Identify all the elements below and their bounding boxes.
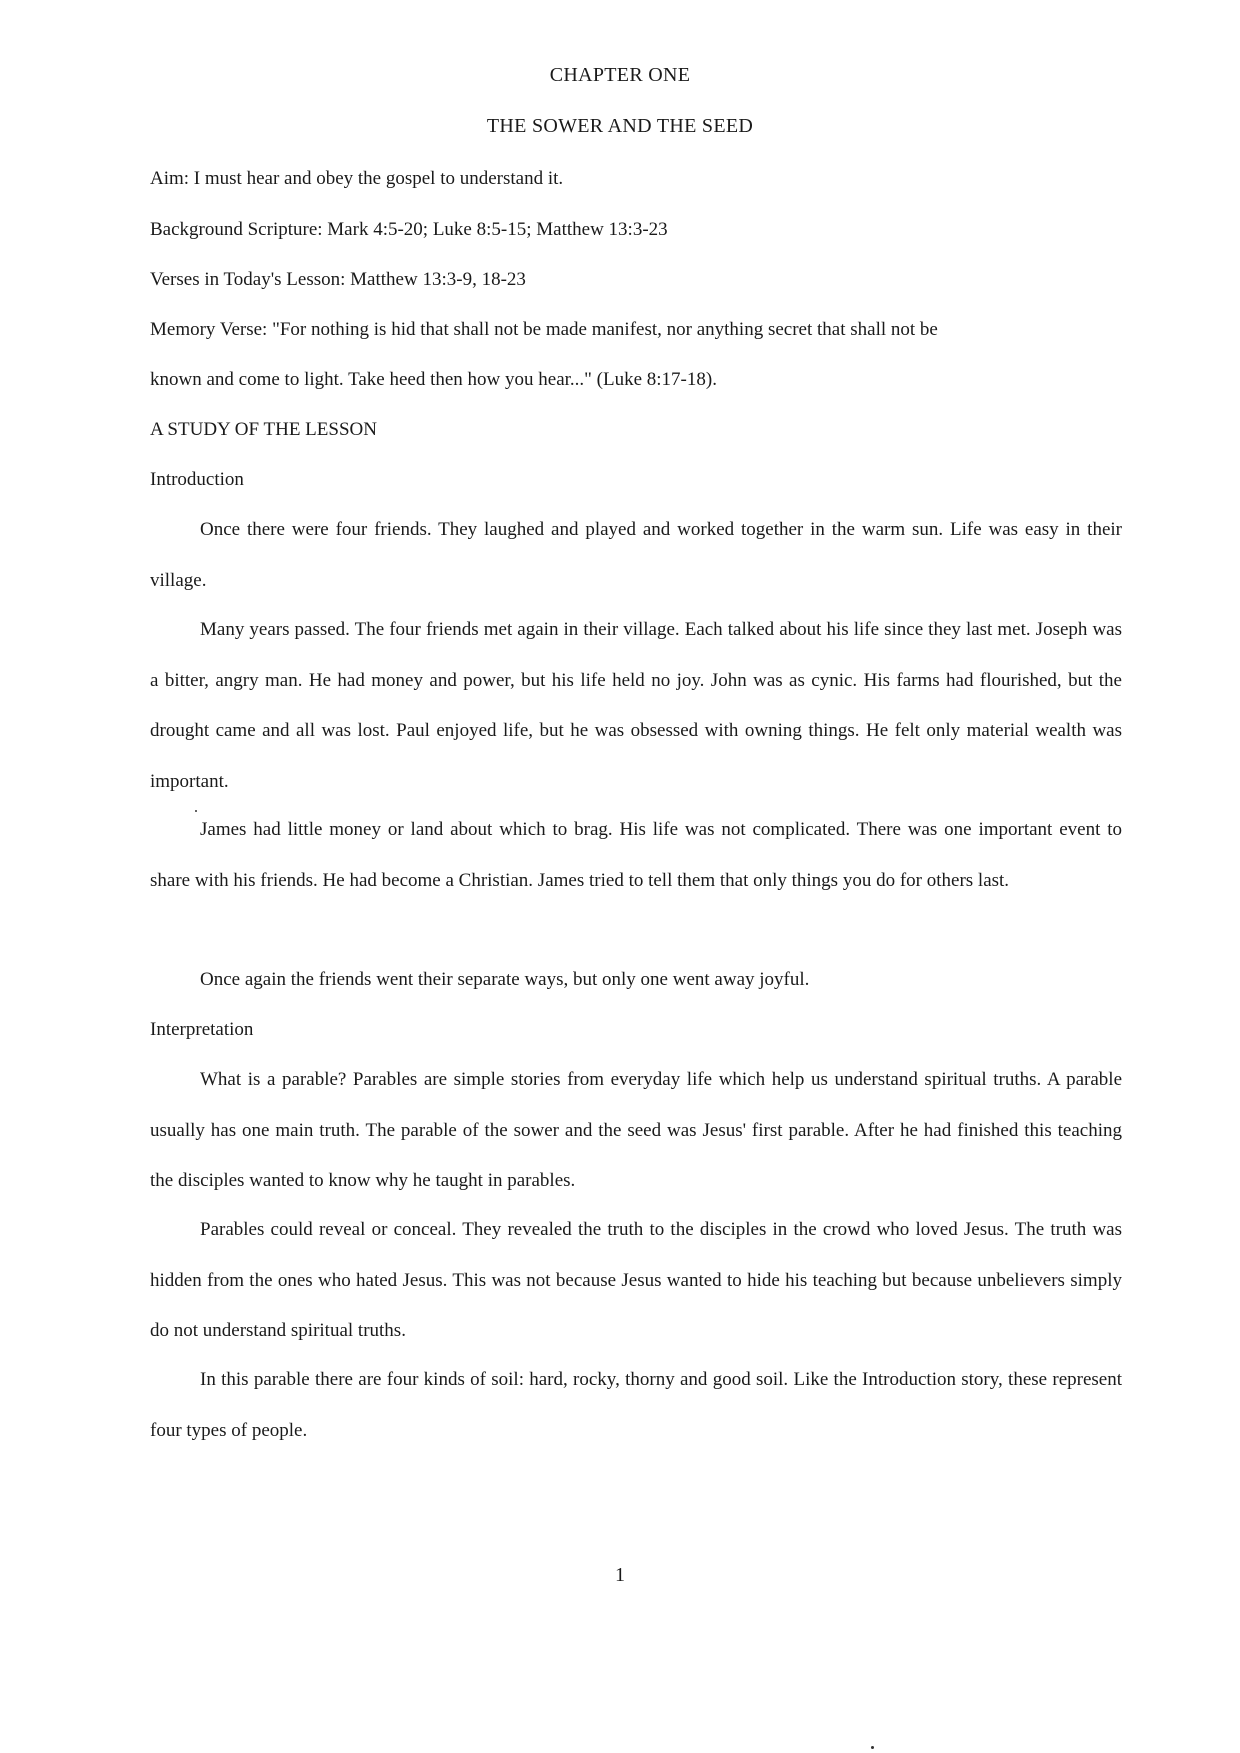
introduction-paragraph-2: Many years passed. The four friends met again in their village. Each talked about his life since they last met. Joseph was a bitter, angry man. He had money and power, but his life held no joy. John was as cynic. His farms had flourished, but the drought came and all was lost. Paul enjoyed life, but he was obsessed with owning things. He felt only material wealth was important. bbox=[150, 619, 1122, 792]
introduction-paragraph-1: Once there were four friends. They laughed and played and worked together in the warm sun. Life was easy in their village. bbox=[150, 519, 1122, 591]
memory-verse-line-2: known and come to light. Take heed then how you hear..." (Luke 8:17-18). bbox=[150, 369, 717, 390]
interpretation-heading: Interpretation bbox=[150, 1019, 254, 1040]
scan-speck bbox=[195, 810, 197, 812]
memory-verse-line-1: Memory Verse: "For nothing is hid that shall not be made manifest, nor anything secret that shall not be bbox=[150, 319, 938, 340]
interpretation-paragraph-3: In this parable there are four kinds of soil: hard, rocky, thorny and good soil. Like the Introduction story, these represent four types of people. bbox=[150, 1369, 1122, 1441]
page-number: 1 bbox=[615, 1564, 625, 1586]
background-scripture: Background Scripture: Mark 4:5-20; Luke 8:5-15; Matthew 13:3-23 bbox=[150, 219, 668, 240]
introduction-heading: Introduction bbox=[150, 469, 244, 490]
chapter-heading: CHAPTER ONE bbox=[549, 64, 691, 86]
interpretation-paragraph-2: Parables could reveal or conceal. They revealed the truth to the disciples in the crowd who loved Jesus. The truth was hidden from the ones who hated Jesus. This was not because Jesus wanted to hide his teaching but because unbelievers simply do not understand spiritual truths. bbox=[150, 1219, 1122, 1341]
introduction-paragraph-4: Once again the friends went their separate ways, but only one went away joyful. bbox=[200, 969, 810, 990]
interpretation-paragraph-1: What is a parable? Parables are simple stories from everyday life which help us understand spiritual truths. A parable usually has one main truth. The parable of the sower and the seed was Jesus' first parable. After he had finished this teaching the disciples wanted to know why he taught in parables. bbox=[150, 1069, 1122, 1191]
chapter-title: THE SOWER AND THE SEED bbox=[486, 115, 754, 137]
introduction-paragraph-3: James had little money or land about which to brag. His life was not complicated. There was one important event to share with his friends. He had become a Christian. James tried to tell them that only things you do for others last. bbox=[150, 819, 1122, 891]
study-heading: A STUDY OF THE LESSON bbox=[150, 419, 377, 440]
lesson-verses: Verses in Today's Lesson: Matthew 13:3-9, 18-23 bbox=[150, 269, 526, 290]
lesson-aim: Aim: I must hear and obey the gospel to understand it. bbox=[150, 168, 564, 189]
scan-speck bbox=[871, 1746, 874, 1749]
